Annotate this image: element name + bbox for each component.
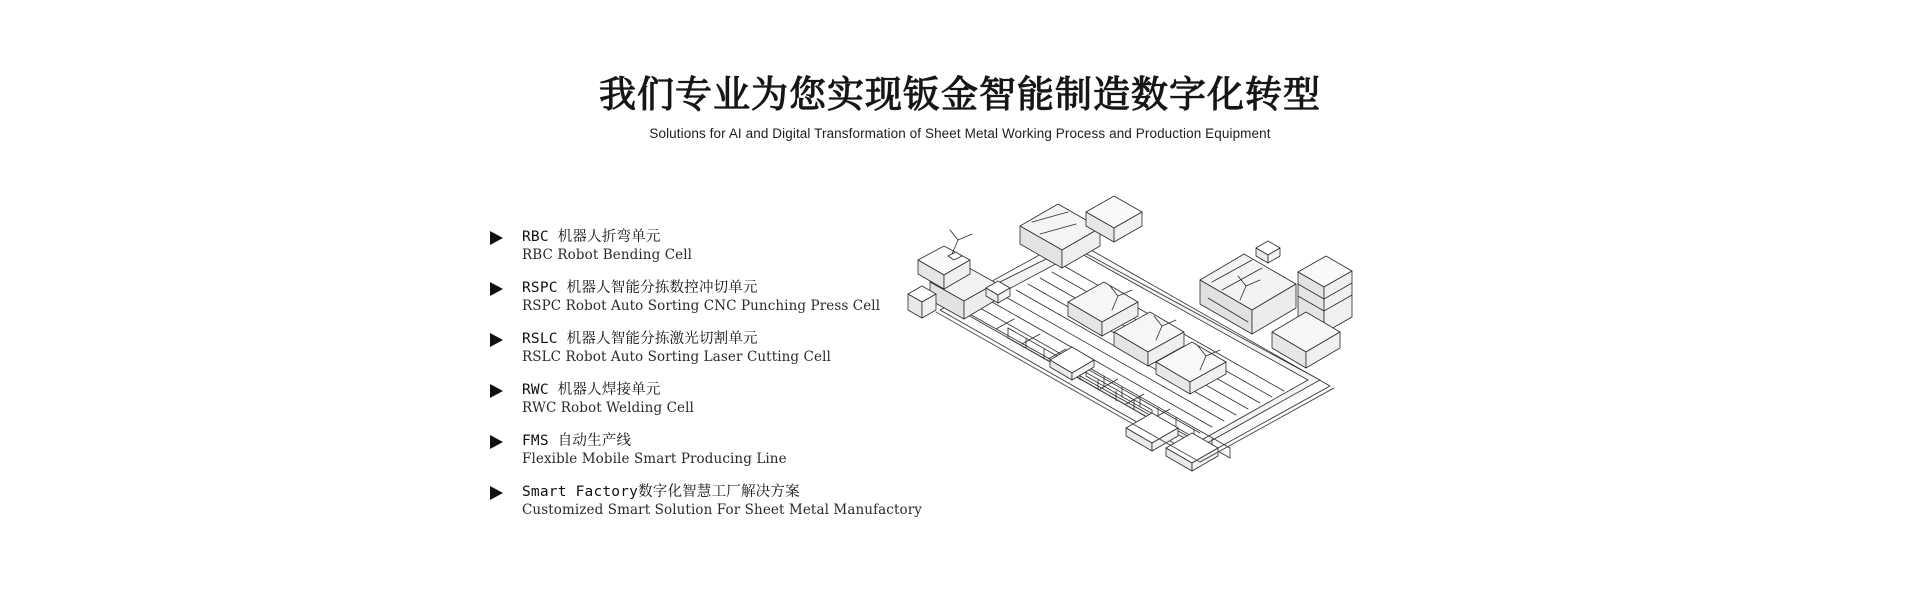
list-item[interactable] [490, 432, 920, 468]
smart-factory-isometric-drawing [900, 190, 1460, 490]
list-item-label-en: RSLC Robot Auto Sorting Laser Cutting Cell [522, 348, 831, 365]
solutions-list [490, 228, 923, 520]
list-item[interactable] [490, 381, 920, 417]
list-item[interactable] [490, 279, 920, 315]
list-item-label-cn: RWC 机器人焊接单元 [522, 382, 661, 399]
list-item-label-cn: RSPC 机器人智能分拣数控冲切单元 [522, 280, 758, 297]
triangle-right-icon [490, 333, 503, 347]
list-item-label-en: RBC Robot Bending Cell [522, 246, 693, 263]
triangle-right-icon [490, 486, 503, 500]
list-item-label-en: Customized Smart Solution For Sheet Metal Manufactory [522, 502, 923, 519]
triangle-right-icon [490, 282, 503, 296]
list-item-label-en: RSPC Robot Auto Sorting CNC Punching Press Cell [522, 297, 881, 314]
list-item-label-cn: Smart Factory数字化智慧工厂解决方案 [522, 484, 800, 501]
list-item-label-cn: FMS 自动生产线 [522, 433, 632, 450]
list-item-label-en: Flexible Mobile Smart Producing Line [522, 450, 787, 467]
triangle-right-icon [490, 231, 503, 245]
list-item[interactable] [490, 483, 923, 519]
triangle-right-icon [490, 435, 503, 449]
list-item-label-cn: RBC 机器人折弯单元 [522, 229, 661, 245]
list-item[interactable] [490, 330, 920, 366]
page-title: 我们专业为您实现钣金智能制造数字化转型 [599, 73, 1321, 116]
triangle-right-icon [490, 384, 503, 398]
page-header [0, 74, 1920, 141]
factory-illustration [900, 190, 1460, 490]
list-item[interactable] [490, 228, 920, 264]
page-subtitle: Solutions for AI and Digital Transformation of Sheet Metal Working Process and Production Equipment [649, 125, 1271, 141]
list-item-label-cn: RSLC 机器人智能分拣激光切割单元 [522, 331, 758, 348]
list-item-label-en: RWC Robot Welding Cell [522, 399, 694, 416]
